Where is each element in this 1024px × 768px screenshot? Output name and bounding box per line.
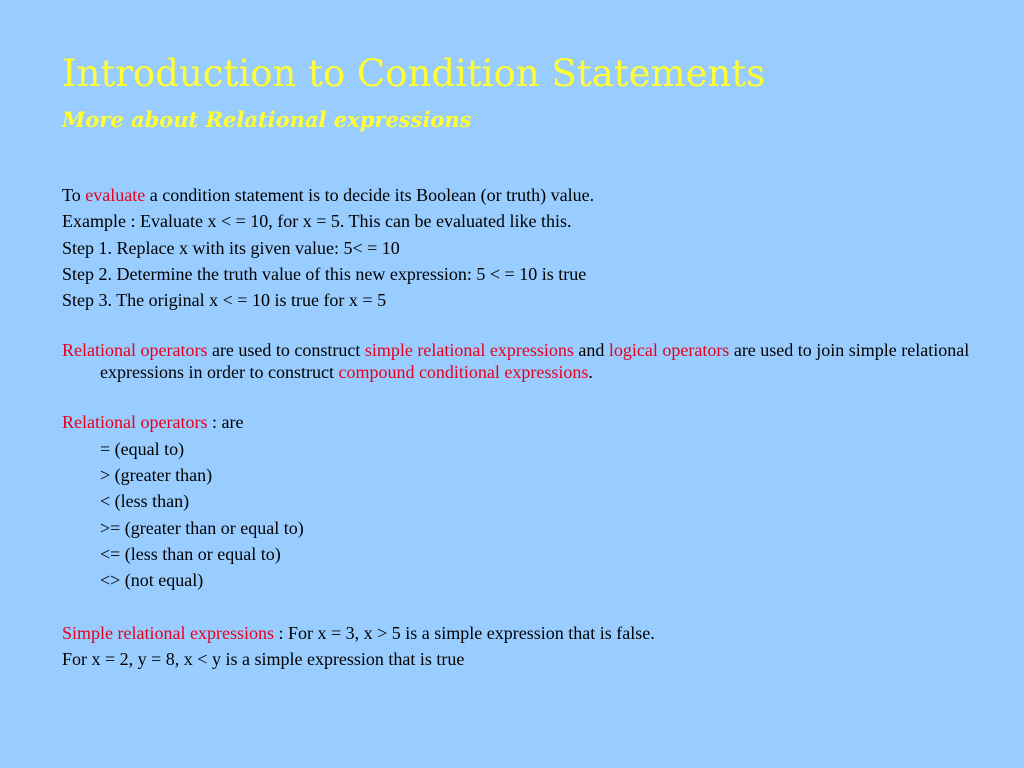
spacer [62, 313, 972, 339]
example-line: Example : Evaluate x < = 10, for x = 5. This can be evaluated like this. [62, 211, 572, 232]
highlight-compound-conditional-expressions: compound conditional expressions [338, 362, 589, 383]
simple-expression-example: For x = 2, y = 8, x < y is a simple expression that is true [62, 648, 465, 669]
slide-title: Introduction to Condition Statements [62, 52, 766, 95]
evaluate-definition [62, 182, 972, 208]
operators-heading [62, 409, 972, 435]
operator-greater: > (greater than) [100, 465, 213, 486]
text-segment: To [62, 185, 86, 205]
highlight-simple-relational-expressions: Simple relational expressions [62, 622, 274, 643]
slide-body [62, 182, 972, 672]
step-3: Step 3. The original x < = 10 is true for x = 5 [62, 290, 387, 311]
text-segment: are used to construct [207, 340, 365, 361]
text-segment: . [588, 362, 593, 383]
highlight-simple-relational-expressions: simple relational expressions [364, 340, 574, 361]
highlight-evaluate: evaluate [85, 185, 146, 205]
highlight-relational-operators: Relational operators [62, 340, 208, 361]
text-segment: and [573, 340, 609, 361]
text-segment: a condition statement is to decide its Boolean (or truth) value. [145, 185, 595, 205]
spacer [62, 594, 972, 620]
operator-less: < (less than) [100, 491, 190, 512]
simple-expression-line [62, 620, 972, 646]
highlight-relational-operators: Relational operators [62, 412, 208, 433]
spacer [62, 383, 972, 409]
operator-less-equal: <= (less than or equal to) [100, 543, 281, 564]
operator-equal: = (equal to) [100, 438, 185, 459]
text-segment: : are [207, 412, 244, 433]
relational-paragraph [62, 339, 972, 383]
text-segment: are used to join simple relational expressions in order to construct [100, 340, 970, 383]
step-1: Step 1. Replace x with its given value: 5< = 10 [62, 237, 400, 258]
text-segment: : For x = 3, x > 5 is a simple expression that is false. [273, 622, 655, 643]
operator-greater-equal: >= (greater than or equal to) [100, 517, 304, 538]
highlight-logical-operators: logical operators [608, 340, 730, 361]
slide-subtitle: More about Relational expressions [62, 107, 472, 132]
step-2: Step 2. Determine the truth value of this new expression: 5 < = 10 is true [62, 263, 587, 284]
operator-not-equal: <> (not equal) [100, 570, 204, 591]
